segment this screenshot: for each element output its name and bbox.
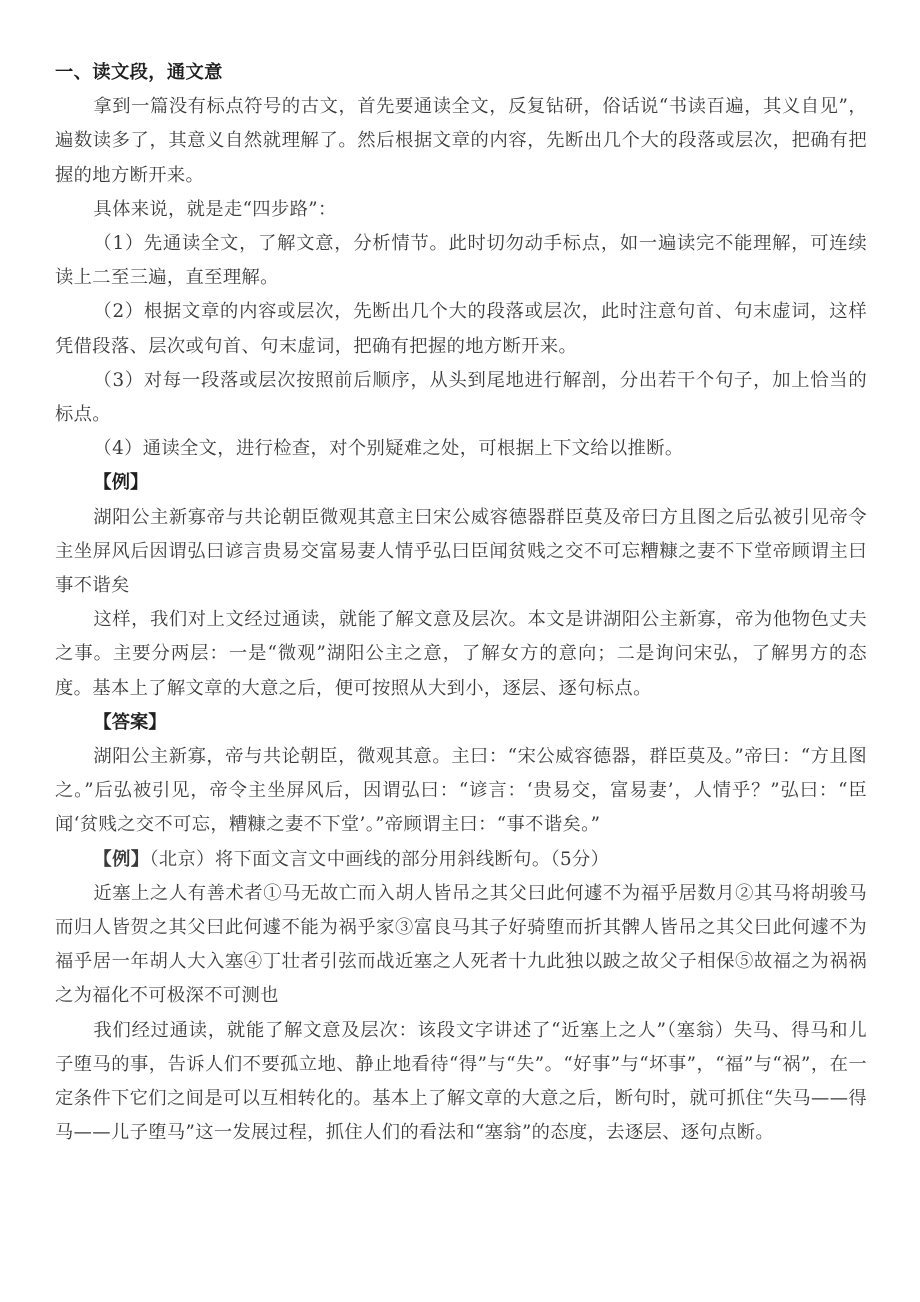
paragraph-step-4: （4）通读全文，进行检查，对个别疑难之处，可根据上下文给以推断。 <box>93 438 684 460</box>
example-passage-1: 湖阳公主新寡帝与共论朝臣微观其意主曰宋公威容德器群臣莫及帝曰方且图之后弘被引见帝令主坐屏风后因谓弘曰谚言贵易交富易妻人情乎弘曰臣闻贫贱之交不可忘糟糠之妻不下堂帝顾谓主曰事不谐矣 <box>55 506 867 597</box>
paragraph-step-1: （1）先通读全文，了解文意，分析情节。此时切勿动手标点，如一遍读完不能理解，可连续读上二至三遍，直至理解。 <box>55 233 867 289</box>
paragraph-intro: 拿到一篇没有标点符号的古文，首先要通读全文，反复钻研，俗话说“书读百遍，其义自见”，遍数读多了，其意义自然就理解了。然后根据文章的内容，先断出几个大的段落或层次，把确有把握的地方断开来。 <box>55 96 867 186</box>
answer-label: 【答案】 <box>93 711 167 733</box>
example-label-2: 【例】 <box>93 848 150 870</box>
paragraph-step-2: （2）根据文章的内容或层次，先断出几个大的段落或层次，此时注意句首、句末虚词，这样凭借段落、层次或句首、句末虚词，把确有把握的地方断开来。 <box>55 301 867 357</box>
example-label-1: 【例】 <box>93 472 149 494</box>
paragraph-four-steps-intro: 具体来说，就是走“四步路”： <box>93 198 337 220</box>
example-prompt-2-line <box>55 843 867 877</box>
example-passage-2: 近塞上之人有善术者①马无故亡而入胡人皆吊之其父曰此何遽不为福乎居数月②其马将胡骏马而归人皆贺之其父曰此何遽不能为祸乎家③富良马其子好骑堕而折其髀人皆吊之其父曰此何遽不为福乎居一年胡人大入塞④丁壮者引弦而战近塞之人死者十九此独以跛之故父子相保⑤故福之为祸祸之为福化不可极深不可测也 <box>55 882 867 1007</box>
answer-text: 湖阳公主新寡，帝与共论朝臣，微观其意。主曰：“宋公威容德器，群臣莫及。”帝曰：“方且图之。”后弘被引见，帝令主坐屏风后，因谓弘曰：“谚言：‘贵易交，富易妻’，人情乎？”弘曰：“臣闻‘贫贱之交不可忘，糟糠之妻不下堂’。”帝顾谓主曰：“事不谐矣。” <box>55 746 867 836</box>
analysis-paragraph-2: 我们经过通读，就能了解文意及层次：该段文字讲述了“近塞上之人”（塞翁）失马、得马和儿子堕马的事，告诉人们不要孤立地、静止地看待“得”与“失”。“好事”与“坏事”，“福”与“祸”，在一定条件下它们之间是可以互相转化的。基本上了解文章的大意之后，断句时，就可抓住“失马——得马——儿子堕马”这一发展过程，抓住人们的看法和“塞翁”的态度，去逐层、逐句点断。 <box>55 1019 867 1144</box>
analysis-paragraph-1: 这样，我们对上文经过通读，就能了解文意及层次。本文是讲湖阳公主新寡，帝为他物色丈夫之事。主要分两层：一是“微观”湖阳公主之意，了解女方的意向；二是询问宋弘，了解男方的态度。基本上了解文章的大意之后，便可按照从大到小，逐层、逐句标点。 <box>55 609 867 699</box>
paragraph-step-3: （3）对每一段落或层次按照前后顺序，从头到尾地进行解剖，分出若干个句子，加上恰当的标点。 <box>55 369 867 426</box>
document-body <box>55 56 867 1151</box>
example-prompt-2-text: （北京）将下面文言文中画线的部分用斜线断句。（5分） <box>149 848 610 870</box>
section-heading: 一、读文段，通文意 <box>55 62 223 83</box>
